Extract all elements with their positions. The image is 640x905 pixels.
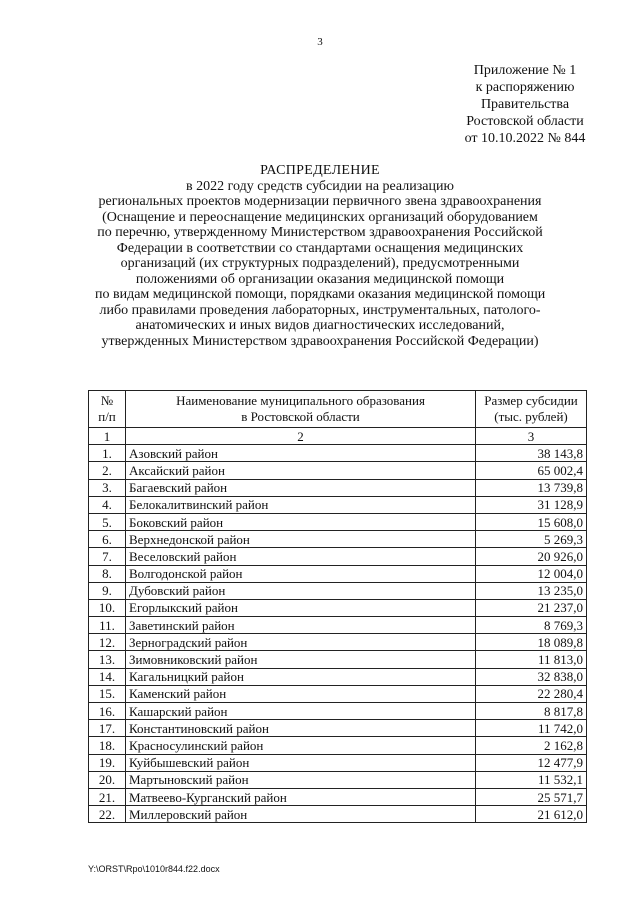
district-name: Мартыновский район <box>126 771 476 788</box>
subsidy-amount: 13 739,8 <box>476 479 587 496</box>
row-number: 9. <box>89 582 126 599</box>
district-name: Азовский район <box>126 445 476 462</box>
subsidy-amount: 12 004,0 <box>476 565 587 582</box>
district-name: Заветинский район <box>126 617 476 634</box>
heading-line: по перечню, утвержденному Министерством здравоохранения Российской <box>97 225 543 240</box>
table-header-row <box>89 391 587 428</box>
subsidy-amount: 21 237,0 <box>476 599 587 616</box>
file-path-footer: Y:\ORST\Rpo\1010r844.f22.docx <box>88 864 220 874</box>
heading-line: организаций (их структурных подразделений), предусмотренными <box>120 256 520 271</box>
subsidy-amount: 15 608,0 <box>476 513 587 530</box>
header-amount <box>476 391 587 428</box>
subsidy-amount: 2 162,8 <box>476 737 587 754</box>
appendix-line: Правительства <box>480 97 570 112</box>
row-number: 17. <box>89 720 126 737</box>
document-title: РАСПРЕДЕЛЕНИЕ <box>260 163 380 178</box>
column-number: 3 <box>476 428 587 445</box>
row-number: 15. <box>89 685 126 702</box>
district-name: Веселовский район <box>126 548 476 565</box>
table-row <box>89 685 587 702</box>
table-row <box>89 703 587 720</box>
subsidy-amount: 11 532,1 <box>476 771 587 788</box>
row-number: 3. <box>89 479 126 496</box>
heading-line: либо правилами проведения лабораторных, инструментальных, патолого- <box>99 302 541 318</box>
header-num-line: п/п <box>98 409 116 424</box>
row-number: 20. <box>89 771 126 788</box>
row-number: 19. <box>89 754 126 771</box>
table-row <box>89 788 587 805</box>
header-num-line: № <box>100 393 114 408</box>
row-number: 21. <box>89 788 126 805</box>
row-number: 18. <box>89 737 126 754</box>
table-row <box>89 668 587 685</box>
subsidy-amount: 11 742,0 <box>476 720 587 737</box>
row-number: 12. <box>89 634 126 651</box>
header-name-line: в Ростовской области <box>241 409 360 424</box>
district-name: Кагальницкий район <box>126 668 476 685</box>
table-row <box>89 754 587 771</box>
district-name: Верхнедонской район <box>126 531 476 548</box>
subsidy-amount: 65 002,4 <box>476 462 587 479</box>
page-number: 3 <box>317 36 323 48</box>
district-name: Кашарский район <box>126 703 476 720</box>
table-row <box>89 617 587 634</box>
subsidy-amount: 21 612,0 <box>476 806 587 823</box>
subsidy-amount: 12 477,9 <box>476 754 587 771</box>
heading-line: утвержденных Министерством здравоохранения Российской Федерации) <box>101 333 539 349</box>
table-row <box>89 445 587 462</box>
district-name: Миллеровский район <box>126 806 476 823</box>
district-name: Каменский район <box>126 685 476 702</box>
row-number: 2. <box>89 462 126 479</box>
subsidy-amount: 13 235,0 <box>476 582 587 599</box>
row-number: 7. <box>89 548 126 565</box>
table-row <box>89 651 587 668</box>
table-row <box>89 599 587 616</box>
appendix-line: к распоряжению <box>475 80 575 95</box>
table-row <box>89 513 587 530</box>
district-name: Волгодонской район <box>126 565 476 582</box>
district-name: Боковский район <box>126 513 476 530</box>
heading-line: (Оснащение и переоснащение медицинских организаций оборудованием <box>102 209 538 225</box>
row-number: 1. <box>89 445 126 462</box>
row-number: 22. <box>89 806 126 823</box>
table-row <box>89 771 587 788</box>
row-number: 10. <box>89 599 126 616</box>
row-number: 4. <box>89 496 126 513</box>
table-row <box>89 720 587 737</box>
appendix-line: Приложение № 1 <box>473 63 577 78</box>
district-name: Зимовниковский район <box>126 651 476 668</box>
subsidy-amount: 18 089,8 <box>476 634 587 651</box>
subsidy-amount: 38 143,8 <box>476 445 587 462</box>
row-number: 13. <box>89 651 126 668</box>
header-num <box>89 391 126 428</box>
heading-line: Федерации в соответствии со стандартами оснащения медицинских <box>116 240 524 256</box>
heading-line: по видам медицинской помощи, порядками оказания медицинской помощи <box>95 287 546 302</box>
table-row <box>89 548 587 565</box>
subsidy-amount: 22 280,4 <box>476 685 587 702</box>
document-heading <box>95 163 545 349</box>
district-name: Дубовский район <box>126 582 476 599</box>
district-name: Куйбышевский район <box>126 754 476 771</box>
appendix-block <box>430 62 620 147</box>
header-name <box>126 391 476 428</box>
table-row <box>89 565 587 582</box>
row-number: 8. <box>89 565 126 582</box>
header-amount-line: (тыс. рублей) <box>494 409 568 424</box>
district-name: Зерноградский район <box>126 634 476 651</box>
appendix-line: от 10.10.2022 № 844 <box>464 131 586 146</box>
header-amount-line: Размер субсидии <box>484 393 578 408</box>
appendix-line: Ростовской области <box>466 114 584 129</box>
subsidy-table <box>88 390 587 823</box>
table-row <box>89 496 587 513</box>
subsidy-amount: 11 813,0 <box>476 651 587 668</box>
table-row <box>89 737 587 754</box>
district-name: Аксайский район <box>126 462 476 479</box>
subsidy-amount: 8 769,3 <box>476 617 587 634</box>
header-name-line: Наименование муниципального образования <box>176 393 425 408</box>
table-row <box>89 531 587 548</box>
table-row <box>89 462 587 479</box>
subsidy-amount: 5 269,3 <box>476 531 587 548</box>
column-number: 1 <box>89 428 126 445</box>
district-name: Белокалитвинский район <box>126 496 476 513</box>
district-name: Матвеево-Курганский район <box>126 788 476 805</box>
table-row <box>89 634 587 651</box>
heading-line: в 2022 году средств субсидии на реализацию <box>186 178 454 194</box>
row-number: 11. <box>89 617 126 634</box>
district-name: Багаевский район <box>126 479 476 496</box>
row-number: 5. <box>89 513 126 530</box>
column-number-row <box>89 428 587 445</box>
district-name: Егорлыкский район <box>126 599 476 616</box>
district-name: Красносулинский район <box>126 737 476 754</box>
table-row <box>89 479 587 496</box>
subsidy-amount: 20 926,0 <box>476 548 587 565</box>
table-row <box>89 582 587 599</box>
table-row <box>89 806 587 823</box>
row-number: 6. <box>89 531 126 548</box>
subsidy-amount: 25 571,7 <box>476 788 587 805</box>
row-number: 14. <box>89 668 126 685</box>
heading-line: положениями об организации оказания медицинской помощи <box>135 271 505 287</box>
district-name: Константиновский район <box>126 720 476 737</box>
column-number: 2 <box>126 428 476 445</box>
heading-line: анатомических и иных видов диагностических исследований, <box>135 318 505 333</box>
subsidy-amount: 31 128,9 <box>476 496 587 513</box>
row-number: 16. <box>89 703 126 720</box>
subsidy-amount: 32 838,0 <box>476 668 587 685</box>
heading-line: региональных проектов модернизации первичного звена здравоохранения <box>98 194 542 209</box>
subsidy-amount: 8 817,8 <box>476 703 587 720</box>
